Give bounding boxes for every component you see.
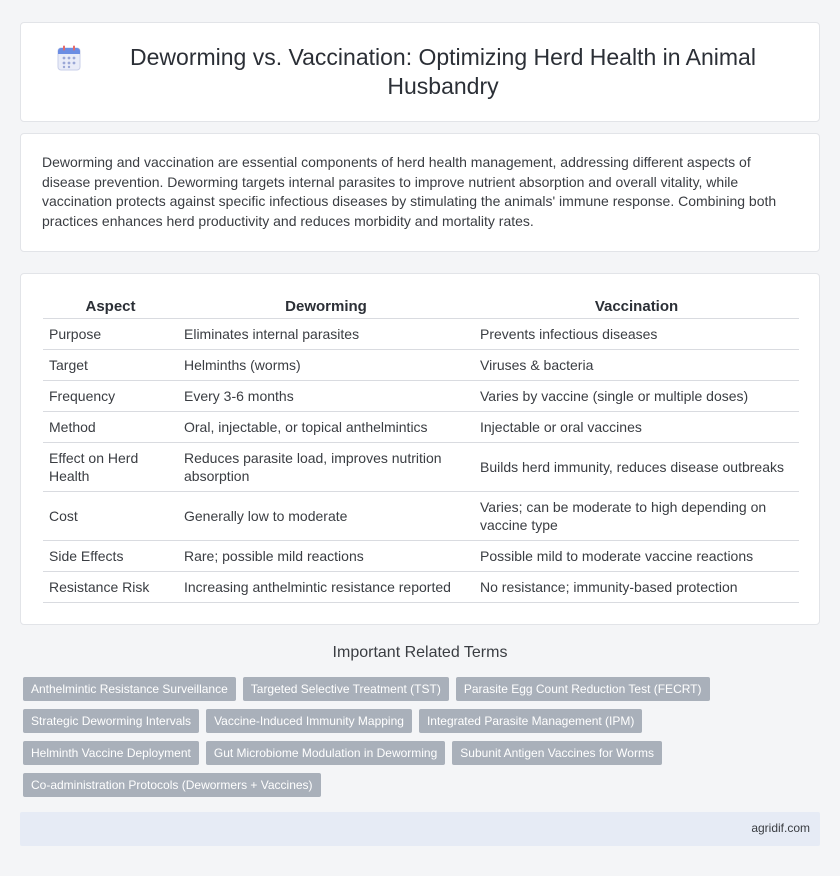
- header-card: [20, 22, 820, 122]
- cell-aspect: Purpose: [43, 319, 178, 350]
- footer-bar: [20, 812, 820, 846]
- table-row: [43, 381, 799, 412]
- cell-aspect: Resistance Risk: [43, 572, 178, 603]
- column-header-deworming: Deworming: [178, 296, 474, 319]
- term-tag[interactable]: Targeted Selective Treatment (TST): [243, 677, 449, 701]
- tag-row: [23, 773, 823, 797]
- column-header-aspect: Aspect: [43, 296, 178, 319]
- term-tag[interactable]: Gut Microbiome Modulation in Deworming: [206, 741, 445, 765]
- table-row: [43, 319, 799, 350]
- term-tag[interactable]: Co-administration Protocols (Dewormers + Vaccines): [23, 773, 321, 797]
- table-row: [43, 572, 799, 603]
- term-tag[interactable]: Strategic Deworming Intervals: [23, 709, 199, 733]
- cell-deworming: Rare; possible mild reactions: [178, 541, 474, 572]
- table-row: [43, 541, 799, 572]
- cell-aspect: Method: [43, 412, 178, 443]
- cell-aspect: Target: [43, 350, 178, 381]
- cell-vaccination: Builds herd immunity, reduces disease outbreaks: [474, 443, 799, 492]
- term-tag[interactable]: Parasite Egg Count Reduction Test (FECRT): [456, 677, 710, 701]
- tag-row: [23, 677, 823, 701]
- term-tag[interactable]: Vaccine-Induced Immunity Mapping: [206, 709, 412, 733]
- term-tag[interactable]: Integrated Parasite Management (IPM): [419, 709, 642, 733]
- related-terms-list: [23, 677, 823, 805]
- table-row: [43, 443, 799, 492]
- column-header-vaccination: Vaccination: [474, 296, 799, 319]
- table-row: [43, 412, 799, 443]
- cell-vaccination: No resistance; immunity-based protection: [474, 572, 799, 603]
- calendar-icon: [57, 45, 81, 71]
- cell-aspect: Cost: [43, 492, 178, 541]
- table-row: [43, 492, 799, 541]
- cell-deworming: Every 3-6 months: [178, 381, 474, 412]
- page-title: Deworming vs. Vaccination: Optimizing Herd Health in Animal Husbandry: [130, 44, 756, 99]
- cell-aspect: Effect on Herd Health: [43, 443, 178, 492]
- footer-site-link[interactable]: agridif.com: [751, 821, 810, 835]
- cell-vaccination: Viruses & bacteria: [474, 350, 799, 381]
- cell-vaccination: Injectable or oral vaccines: [474, 412, 799, 443]
- term-tag[interactable]: Anthelmintic Resistance Surveillance: [23, 677, 236, 701]
- table-header-row: [43, 296, 799, 319]
- cell-vaccination: Varies; can be moderate to high depending on vaccine type: [474, 492, 799, 541]
- related-terms-title: Important Related Terms: [332, 644, 508, 661]
- cell-deworming: Reduces parasite load, improves nutrition absorption: [178, 443, 474, 492]
- comparison-table-card: [20, 273, 820, 625]
- term-tag[interactable]: Helminth Vaccine Deployment: [23, 741, 199, 765]
- cell-vaccination: Varies by vaccine (single or multiple doses): [474, 381, 799, 412]
- cell-deworming: Generally low to moderate: [178, 492, 474, 541]
- intro-paragraph: Deworming and vaccination are essential components of herd health management, addressing different aspects of disease prevention. Deworming targets internal parasites to improve nutrient absorption and overall vitality, while vaccination protects against specific infectious diseases by stimulating the animals' immune response. Combining both practices enhances herd productivity and reduces morbidity and mortality rates.: [42, 154, 777, 229]
- intro-card: [20, 133, 820, 252]
- cell-aspect: Frequency: [43, 381, 178, 412]
- tag-row: [23, 709, 823, 733]
- cell-deworming: Oral, injectable, or topical anthelmintics: [178, 412, 474, 443]
- table-row: [43, 350, 799, 381]
- term-tag[interactable]: Subunit Antigen Vaccines for Worms: [452, 741, 662, 765]
- cell-vaccination: Possible mild to moderate vaccine reactions: [474, 541, 799, 572]
- cell-aspect: Side Effects: [43, 541, 178, 572]
- cell-deworming: Increasing anthelmintic resistance reported: [178, 572, 474, 603]
- cell-deworming: Helminths (worms): [178, 350, 474, 381]
- comparison-table: [43, 296, 799, 603]
- tag-row: [23, 741, 823, 765]
- cell-deworming: Eliminates internal parasites: [178, 319, 474, 350]
- cell-vaccination: Prevents infectious diseases: [474, 319, 799, 350]
